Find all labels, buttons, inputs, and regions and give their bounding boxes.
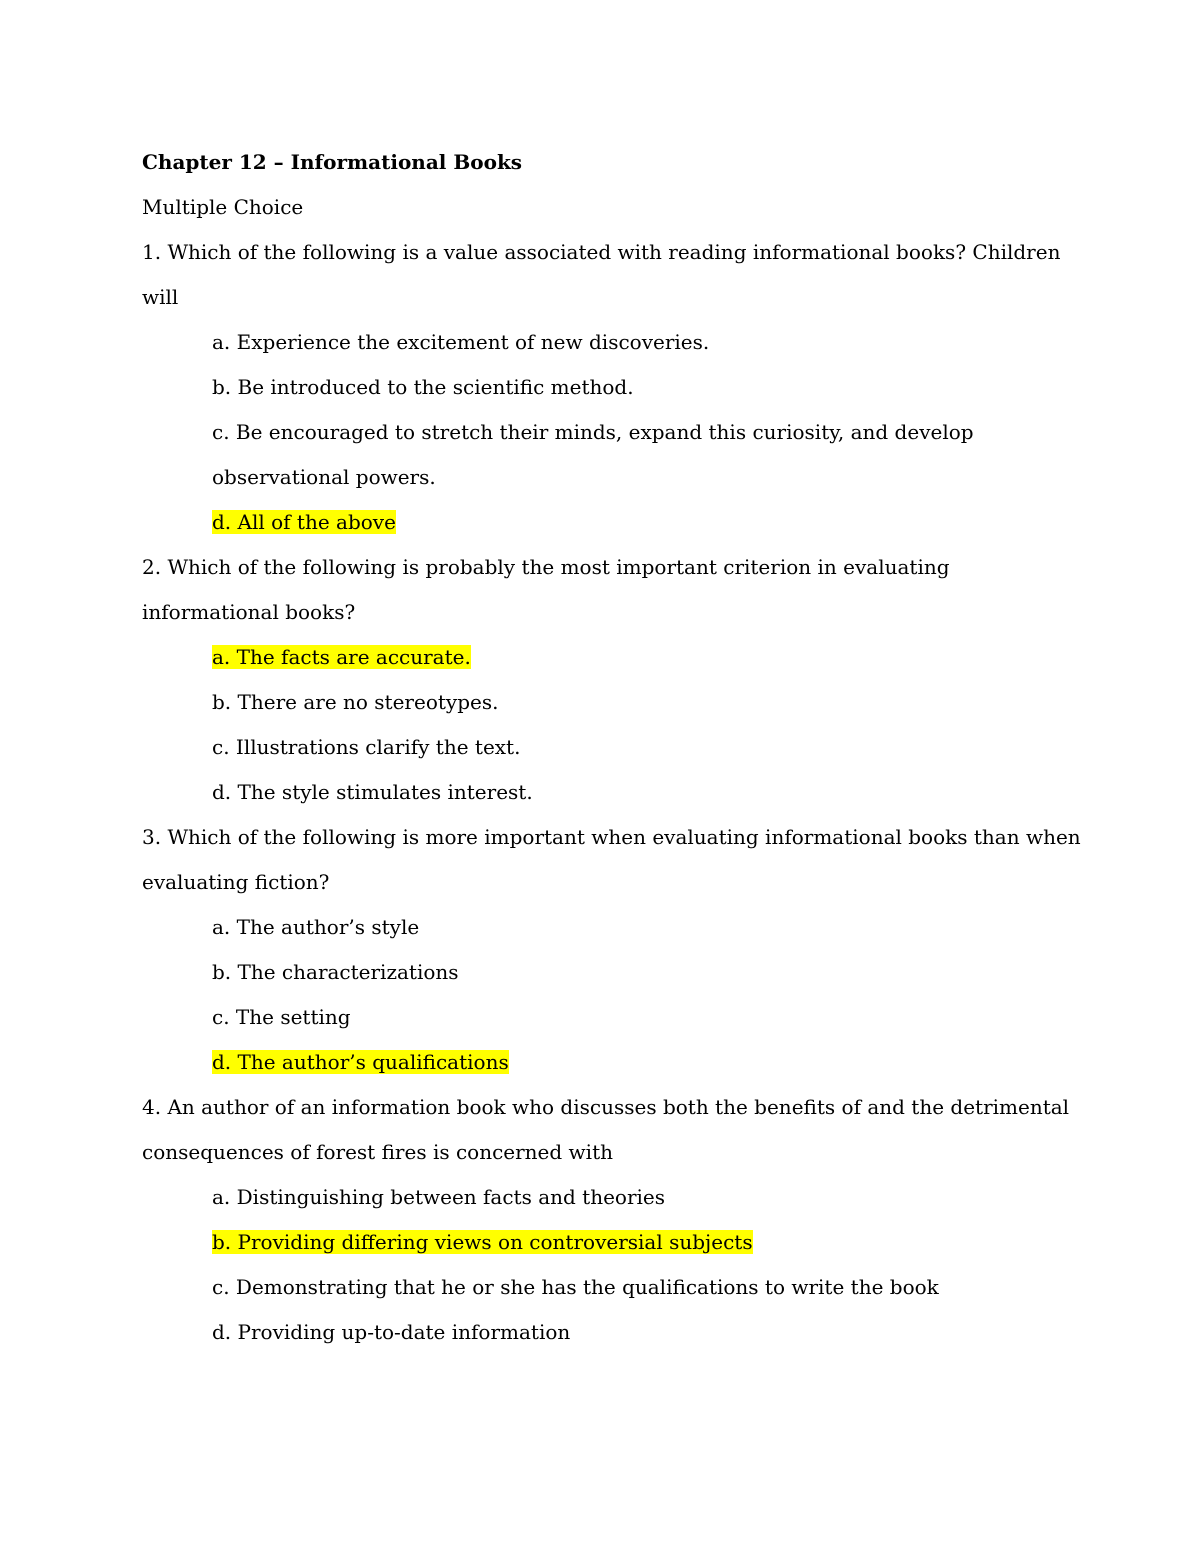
question-block-4 xyxy=(142,1085,1082,1355)
answer-option-text: d. The style stimulates interest. xyxy=(212,780,533,804)
answer-option-text: b. The characterizations xyxy=(212,960,459,984)
answer-option xyxy=(142,1310,1082,1355)
answer-option-text: c. The setting xyxy=(212,1005,351,1029)
answer-option-text: a. Experience the excitement of new discoveries. xyxy=(212,330,710,354)
question-block-3 xyxy=(142,815,1082,1085)
answer-option xyxy=(142,1175,1082,1220)
question-text: 4. An author of an information book who discusses both the benefits of and the detrimental consequences of forest fires is concerned with xyxy=(142,1095,1070,1164)
section-heading: Multiple Choice xyxy=(142,195,304,219)
answer-option-correct xyxy=(142,1040,1082,1085)
highlighted-answer: d. The author’s qualifications xyxy=(212,1050,509,1074)
question-text: 1. Which of the following is a value associated with reading informational books? Children will xyxy=(142,240,1061,309)
answer-option xyxy=(142,950,1082,995)
answer-option xyxy=(142,410,1082,500)
highlighted-answer: b. Providing differing views on controversial subjects xyxy=(212,1230,753,1254)
answer-option-text: b. Be introduced to the scientific method. xyxy=(212,375,634,399)
answer-option-correct xyxy=(142,1220,1082,1265)
question-text: 2. Which of the following is probably the most important criterion in evaluating informational books? xyxy=(142,555,950,624)
answer-option-text: a. The author’s style xyxy=(212,915,420,939)
answer-option-correct xyxy=(142,500,1082,545)
answer-option-text: c. Demonstrating that he or she has the qualifications to write the book xyxy=(212,1275,939,1299)
answer-option xyxy=(142,905,1082,950)
chapter-title: Chapter 12 – Informational Books xyxy=(142,150,523,174)
answer-option-text: c. Illustrations clarify the text. xyxy=(212,735,521,759)
answer-option-text: c. Be encouraged to stretch their minds, expand this curiosity, and develop observational powers. xyxy=(212,420,974,489)
highlighted-answer: d. All of the above xyxy=(212,510,396,534)
answer-option-text: d. Providing up-to-date information xyxy=(212,1320,571,1344)
answer-option xyxy=(142,725,1082,770)
question-block-2 xyxy=(142,545,1082,815)
answer-option-text: a. Distinguishing between facts and theories xyxy=(212,1185,666,1209)
answer-option xyxy=(142,770,1082,815)
document-content xyxy=(142,140,1082,1355)
answer-option xyxy=(142,320,1082,365)
answer-option xyxy=(142,365,1082,410)
answer-option-text: b. There are no stereotypes. xyxy=(212,690,499,714)
question-text: 3. Which of the following is more important when evaluating informational books than when evaluating fiction? xyxy=(142,825,1081,894)
answer-option-correct xyxy=(142,635,1082,680)
answer-option xyxy=(142,1265,1082,1310)
answer-option xyxy=(142,995,1082,1040)
answer-option xyxy=(142,680,1082,725)
highlighted-answer: a. The facts are accurate. xyxy=(212,645,471,669)
question-block-1 xyxy=(142,230,1082,545)
